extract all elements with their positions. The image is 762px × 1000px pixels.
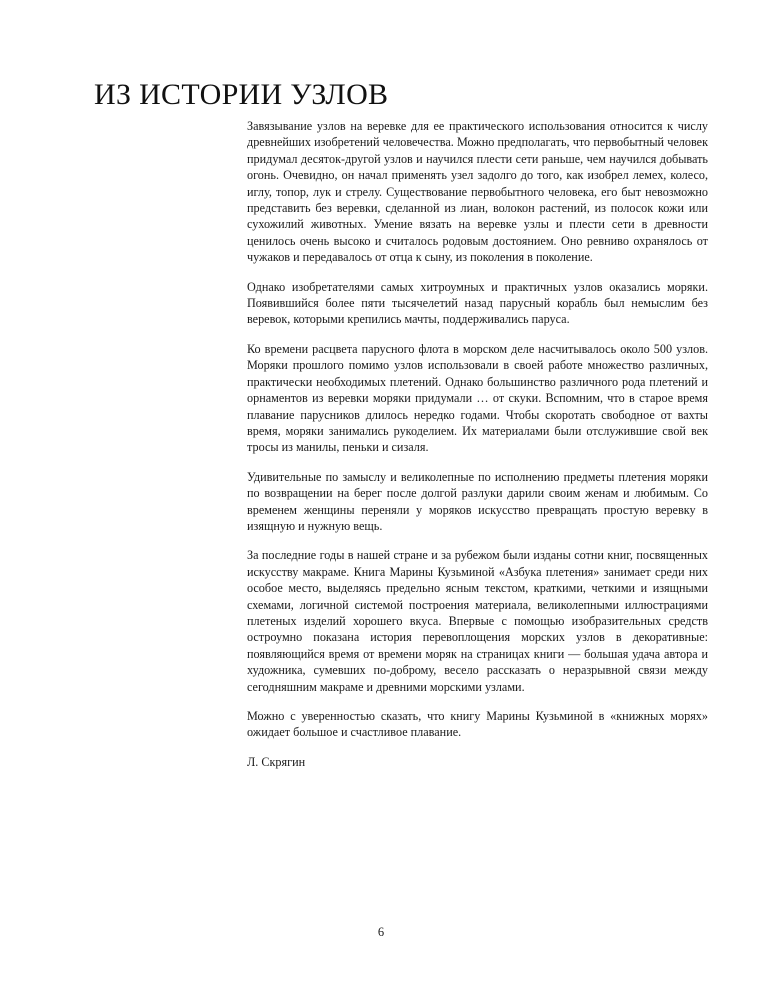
article-body	[247, 118, 708, 770]
paragraph-6: Можно с уверенностью сказать, что книгу Марины Кузьминой в «книжных морях» ожидает большое и счастливое плавание.	[247, 709, 708, 740]
page-number: 6	[377, 925, 385, 939]
paragraph-1: Завязывание узлов на веревке для ее практического использования относится к числу древнейших изобретений человечества. Можно предполагать, что первобытный человек придумал десяток-другой узлов и научился плести сети раньше, чем научился добывать огонь. Очевидно, он начал применять узел задолго до того, как изобрел лемех, колесо, иглу, топор, лук и стрелу. Существование первобытного человека, его быт невозможно представить без веревки, сделанной из лиан, волокон растений, из полосок кожи или сухожилий животных. Умение вязать на веревке узлы и плести сети в древности ценилось очень высоко и считалось родовым достоянием. Оно ревниво охранялось от чужаков и передавалось от отца к сыну, из поколения в поколение.	[247, 119, 708, 265]
paragraph-4: Удивительные по замыслу и великолепные по исполнению предметы плетения моряки по возвращении на берег после долгой разлуки дарили своим женам и любимым. Со временем женщины переняли у моряков искусство превращать простую веревку в изящную и нужную вещь.	[247, 469, 708, 533]
paragraph-3: Ко времени расцвета парусного флота в морском деле насчитывалось около 500 узлов. Моряки прошлого помимо узлов использовали в своей работе множество различных, практически необходимых плетений. Однако большинство различного рода плетений и орнаментов из веревки моряки придумали … от скуки. Вспомним, что в старое время плавание парусников длилось нередко годами. Чтобы скоротать свободное от вахты время, моряки занимались рукоделием. Их материалами были отслужившие свой век тросы из манилы, пеньки и сизаля.	[247, 341, 708, 455]
paragraph-5: За последние годы в нашей стране и за рубежом были изданы сотни книг, посвященных искусству макраме. Книга Марины Кузьминой «Азбука плетения» занимает среди них особое место, выделяясь предельно ясным текстом, краткими, четкими и изящными схемами, логичной системой построения материала, великолепными иллюстрациями плетеных изделий хорошего вкуса. Впервые с помощью изобразительных средств остроумно показана история перевоплощения морских узлов в декоративные: появляющийся время от времени моряк на страницах книги — большая удача автора и художника, сумевших по-доброму, весело рассказать о неразрывной связи между сегодняшним макраме и древними морскими узлами.	[247, 548, 708, 694]
page-title: ИЗ ИСТОРИИ УЗЛОВ	[94, 78, 389, 111]
author-signature: Л. Скрягин	[247, 754, 306, 769]
paragraph-2: Однако изобретателями самых хитроумных и практичных узлов оказались моряки. Появившийся более пяти тысячелетий назад парусный корабль был немыслим без веревок, которыми крепились мачты, поддерживались паруса.	[247, 279, 708, 327]
